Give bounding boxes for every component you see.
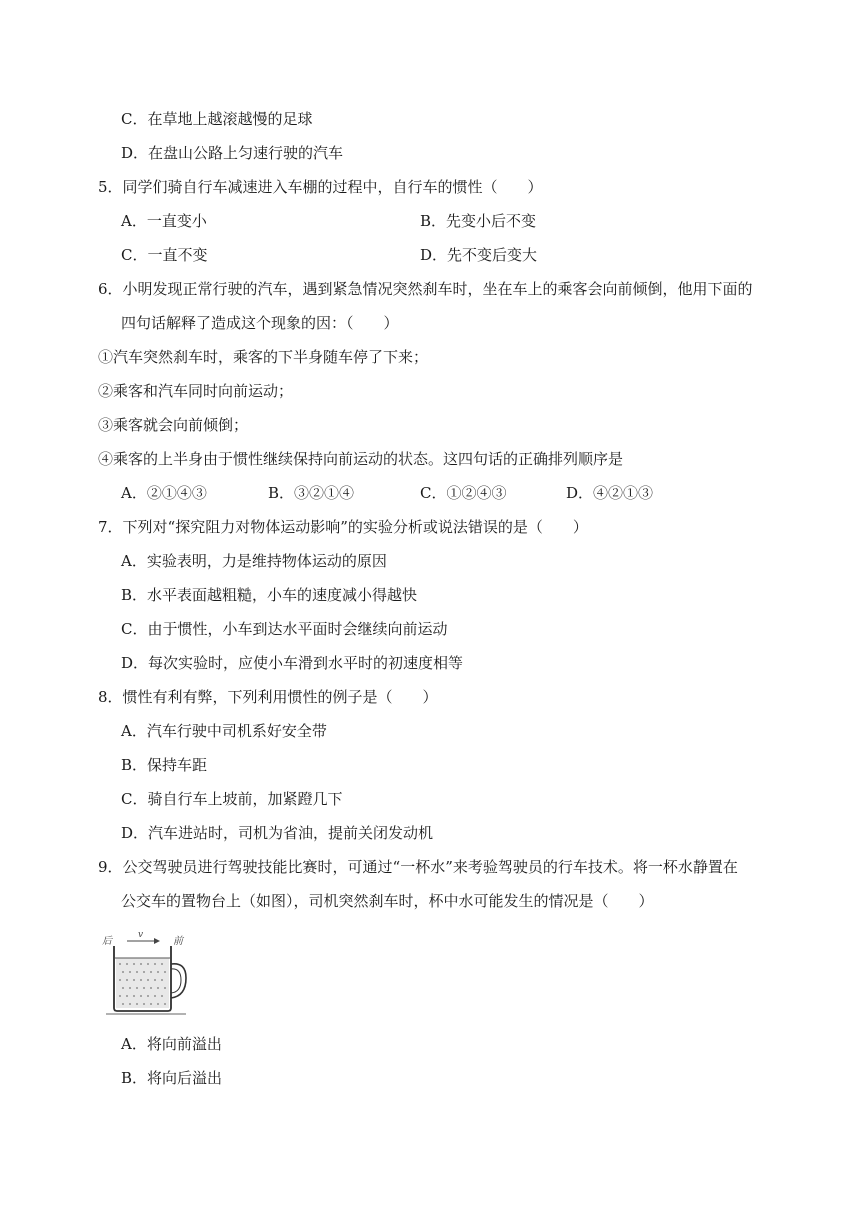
q5-option-c: C．一直不变 [121, 246, 208, 264]
prev-option-d: D．在盘山公路上匀速行驶的汽车 [121, 144, 344, 162]
q7-option-c: C．由于惯性，小车到达水平面时会继续向前运动 [121, 620, 448, 638]
q9-option-a: A．将向前溢出 [121, 1035, 222, 1053]
q6-option-d: D．④②①③ [566, 484, 654, 502]
q5-option-a: A．一直变小 [121, 212, 207, 230]
q6-statement-2: ②乘客和汽车同时向前运动； [98, 382, 294, 400]
q9-stem-line2: 公交车的置物台上（如图），司机突然刹车时，杯中水可能发生的情况是（ ） [121, 892, 654, 910]
q9-option-b: B．将向后溢出 [121, 1069, 223, 1087]
q7-option-b: B．水平表面越粗糙，小车的速度减小得越快 [121, 586, 418, 604]
q6-option-a: A．②①④③ [121, 484, 207, 502]
q7-stem: 7．下列对“探究阻力对物体运动影响”的实验分析或说法错误的是（ ） [98, 518, 588, 536]
q8-option-d: D．汽车进站时，司机为省油，提前关闭发动机 [121, 824, 434, 842]
cup-icon [106, 946, 186, 1014]
q5-option-b: B．先变小后不变 [420, 212, 537, 230]
q6-statement-1: ①汽车突然刹车时，乘客的下半身随车停了下来； [98, 348, 429, 366]
q6-option-c: C．①②④③ [420, 484, 507, 502]
label-velocity: v [138, 930, 144, 940]
cup-of-water-figure [100, 928, 192, 1018]
q7-option-d: D．每次实验时，应使小车滑到水平时的初速度相等 [121, 654, 464, 672]
q8-option-c: C．骑自行车上坡前，加紧蹬几下 [121, 790, 343, 808]
velocity-arrow-icon [127, 938, 160, 944]
cup-diagram [100, 928, 192, 1018]
q8-option-b: B．保持车距 [121, 756, 208, 774]
q8-option-a: A．汽车行驶中司机系好安全带 [121, 722, 327, 740]
q7-option-a: A．实验表明，力是维持物体运动的原因 [121, 552, 387, 570]
q6-stem-line2: 四句话解释了造成这个现象的因：（ ） [121, 314, 399, 332]
q9-stem-line1: 9．公交驾驶员进行驾驶技能比赛时，可通过“一杯水”来考验驾驶员的行车技术。将一杯水静置在 [98, 858, 738, 876]
q5-stem: 5．同学们骑自行车减速进入车棚的过程中，自行车的惯性（ ） [98, 178, 543, 196]
q6-statement-4: ④乘客的上半身由于惯性继续保持向前运动的状态。这四句话的正确排列顺序是 [98, 450, 624, 468]
q6-stem-line1: 6．小明发现正常行驶的汽车，遇到紧急情况突然刹车时，坐在车上的乘客会向前倾倒，他用下面的 [98, 280, 753, 298]
q8-stem: 8．惯性有利有弊，下列利用惯性的例子是（ ） [98, 688, 438, 706]
q5-option-d: D．先不变后变大 [420, 246, 538, 264]
label-front: 前 [173, 936, 183, 947]
prev-option-c: C．在草地上越滚越慢的足球 [121, 110, 313, 128]
label-back: 后 [102, 936, 112, 947]
q6-statement-3: ③乘客就会向前倾倒； [98, 416, 249, 434]
q6-option-b: B．③②①④ [268, 484, 355, 502]
